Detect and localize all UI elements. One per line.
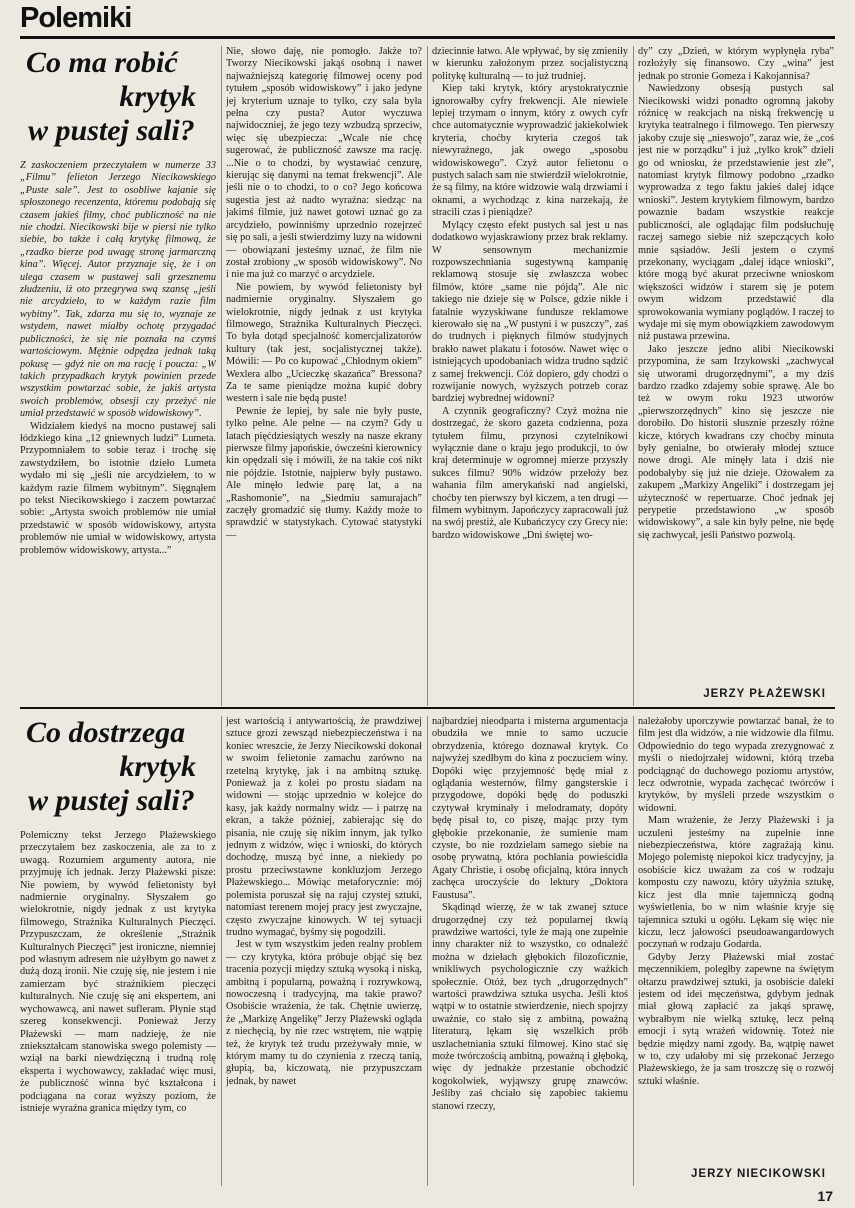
article2-column-4 <box>638 716 834 1186</box>
article1-paragraph: Nawiedzony obsesją pustych sal Niecikowski widzi ponadto ogromną jakoby różnicę w reakcjach na niską frekwencję u krytyka teatralnego i filmowego. Ten pierwszy jakoby czuje się „nieswojo”, zaraz wie, że „coś jest nie w porządku” i już „tylko krok” dzieli go od wniosku, że przedstawienie jest złe”, natomiast krytyk filmowy podobno „rzadko wyprowadza z tego faktu jakieś dalej idące wnioski”. Jestem krytykiem filmowym, bardzo powaznie badam wszystkie reakcje publiczności, ale oglądając film podsłuchuję raczej samego siebie niż szepczących koło mnie sąsiadów. Jeśli jestem o czymś przekonany, wyciągam „dalej idące wnioski”, które mogą być akurat przeciwne wnioskom większości widzów i starem się je potem owym widzom przedstawić dla sprowokowania wymiany poglądów. I raczej to wydaje mi się mym obowiązkiem zawodowym niż pustawa przewina. <box>638 83 834 343</box>
article-separator-rule <box>20 707 835 709</box>
article2-paragraph: jest wartością i antywartością, że prawdziwej sztuce grozi zewsząd niebezpieczeństwa i na koniec wreszcie, że Jerzy Niecikowski dokonał w swoim felietonie zamachu zarówno na rzetelną krytykę, jak i na ambitną sztukę. Ponieważ ja z kolei po prostu siadam na widowni — stojąc uprzednio w kolejce do kasy, jak każdy normalny widz — i patrzę na ekran, a także później, zabierając się do pisania, nie czuję się nikim innym, jak tylko jednym z widzów, więc i wnioski, do których dochodzę, muszą być inne, a niekiedy po prostu przeciwstawne konkluzjom Jerzego Płażewskiego... Mówiąc metaforycznie: mój polemista poruszał się na rajuj czystej sztuki, natomiast terenem mojej pracy jest zwyczajne, często zwyczajne kinowych. W tej sytuacji trudno wymagać, byśmy się pogodzili. <box>226 716 422 938</box>
article2-paragraph: należałoby uporczywie powtarzać banał, że to film jest dla widzów, a nie widzowie dla filmu. Odpowiednio do tego wypada zrezygnować z myśli o niedojrzałej widowni, którą trzeba podciągnąć do duchowego poziomu artystów, lecz odwrotnie, wypada zachęcać twórców i krytyków, by myśleli przede wszystkim o widowni. <box>638 716 834 814</box>
article1-column-3 <box>432 46 628 706</box>
article2-column-2 <box>226 716 422 1186</box>
column-divider <box>633 716 634 1186</box>
page-number: 17 <box>817 1188 833 1204</box>
article1-headline-line-3: w pustej sali? <box>28 114 195 147</box>
article1-paragraph: Pewnie że lepiej, by sale nie były puste, tylko pełne. Ale pełne — na czym? Gdy u latach pięćdziesiątych weszły na nasze ekrany pierwsze filmy japońskie, ówcześni kierownicy kin opędzali się i mówili, że na takie coś nikt nie pójdzie. Istotnie, najpierw były pustawo. Ale minęło ledwie parę lat, a na „Rashomonie”, na „Siedmiu samurajach” zaczęły gromadzić się tłumy. Każdy może to sprawdzić w statystykach. Cytować statystyki — <box>226 405 422 541</box>
article1-paragraph: Z zaskoczeniem przeczytałem w numerze 33 „Filmu” felieton Jerzego Niecikowskiego „Puste sale”. Jest to osobliwe kajanie się spłoszonego recenzenta, któremu podobają się czasem jakieś filmy, choć publiczność na nie nie chodzi. Niecikowski bije w piersi nie tylko siebie, bo także i całą krytykę filmową, że „rzadko bierze pod uwagę stronę jarmarczną kina”. Więcej. Autor przyznaje się, że i on ulega czasem w pustawej sali grzesznemu złudzeniu, iż oto przegrywa swą szansę „jeśli nie arcydzieło, to w każdym razie film wybitny”. Tak, zdarza mu się to, wyznaje ze wstydem, nawet miałby ochotę przygadać publiczności, że się nie poznała na czymś wartościowym. Mężnie odpędza jednak taką pokusę — gdyż nie on ma rację i poucza: „W takich przypadkach krytyk powinien przede wszystkim powtarzać sobie, że jakiś artysta swoich problemów, obsesji czy przeżyć nie umiał przedstawić w sposób widowiskowy”. <box>20 160 216 420</box>
article2-headline-line-1: Co dostrzega <box>26 716 186 749</box>
article1-headline <box>20 46 216 148</box>
article2-paragraph: Gdyby Jerzy Płażewski miał zostać męczennikiem, poległby zapewne na świętym ołtarzu prawdziwej sztuki, ja osobiście daleki jestem od idei męczeństwa, gdybym jednak miał głową zapłacić za jakąś sprawę, wybrałbym nie wielką sztukę, lecz pełną emocji i sytą wrażeń widownię. Toteż nie będzie między nami zgody. Ba, wątpię nawet w to, czy udałoby mi się przekonać Jerzego Płażewskiego, że ja sam troszczę się o rozwój sztuki właśnie. <box>638 951 834 1087</box>
article-niecikowski <box>20 716 835 1186</box>
article2-headline <box>20 716 216 818</box>
article1-paragraph: Widziałem kiedyś na mocno pustawej sali łódzkiego kina „12 gniewnych ludzi” Lumeta. Przypomniałem to sobie teraz i trochę się zawstydziłem, bo istotnie dzieło Lumeta wydało mi się „jeśli nie arcydziełem, to w każdym razie filmem wybitnym”. Sięgnąłem po tekst Niecikowskiego i zaczem powtarzać sobie: „Artysta swoich problemów nie umiał przedstawić w sposób widowiskowy, artysta problemów nie umiał w widowiskowy, artysta problemów widowiskowy, artysta...” <box>20 420 216 556</box>
column-divider <box>633 46 634 706</box>
article2-paragraph: najbardziej nieodparta i misterna argumentacja obudziła we mnie to samo uczucie obrzydzenia, którego doznawał krytyk. Co najwyżej szedłbym do kina z poczuciem winy. Dopóki więc przyjemność będę miał z oglądania westernów, filmy gangsterskie i przygodowe, dopóki będę do poduszki czytywał kryminały i melodramaty, dopóty będę pisał to, co piszę, mając przy tym głębokie przekonanie, że sumienie mam czyste, bo nie rozdzielam samego siebie na osobę prywatną, która pochłania powieścidła Agaty Christie, i osobę oficjalną, która innych zachęca uroczyście do lektury „Doktora Faustusa”. <box>432 716 628 901</box>
article2-paragraph: Jest w tym wszystkim jeden realny problem — czy krytyka, która próbuje objąć się bez tracenia pozycji między sztuką wysoką i niską, ambitną i popularną, poważną i rozrywkową, nowoczesną i tradycyjną, ma takie prawo? Osobiście wrażenia, że tak. Chętnie uwierzę, że „Markizę Angelikę” Jerzy Płażewski ogląda z niechęcią, by nie rzec wstrętem, nie wątpię też, że krytyk też trudu przeżywały mnie, w którym mamy tu do czynienia z rzeczą tanią, głupią, ba, kiczowatą, nie przypuszczam jednak, by nawet <box>226 939 422 1087</box>
article1-column-4 <box>638 46 834 706</box>
article1-column-1 <box>20 46 216 706</box>
section-label: Polemiki <box>20 2 132 34</box>
article1-paragraph: Jako jeszcze jedno alibi Niecikowski przypomina, że sam Irzykowski „zachwycał się utworami drugorzędnymi”, a my dziś bardzo rzadko zdajemy sobie sprawę. Ale bo też w owym roku 1923 utworów „pierwszorzędnych” kino się jeszcze nie dorobiło. Do historii słusznie przeszły różne kicze, których kwadrans czy choćby minuta były genialne, bo otwierały młodej sztuce nowe drogi. Ale minęły lata i dziś nie podobałyby się już nie dzieje. Ożowałem za zakupem „Markizy Angeliki” i dostrzegam jej użyteczność w repertuarze. Choć jednak jej perypetie przedstawiono „w sposób widowiskowy”, a sale kin były pełne, nie będę się zachwycał, jeśli Państwo pozwolą. <box>638 343 834 541</box>
column-divider <box>427 716 428 1186</box>
article2-headline-line-2: krytyk <box>119 750 196 783</box>
column-divider <box>427 46 428 706</box>
article2-headline-line-3: w pustej sali? <box>28 784 195 817</box>
article1-headline-line-1: Co ma robić <box>26 46 178 79</box>
article1-paragraph: Nie, słowo daję, nie pomogło. Jakże to? Tworzy Niecikowski jakąś osobną i nawet najważniejszą kategorię filmowej oceny pod tytułem „sposób widowiskowy” i jako jedyne jej kryterium uznaje to tylko, czy sala była pełna czy pusta? Autor wyczuwa najwidoczniej, że jego tezy wzbudzą sprzeciw, więc się ubezpiecza: „Wcale nie chcę sugerować, że publiczność zawsze ma rację. ...Nie o to chodzi, by wystawiać cenzurę, kierując się danymi na temat frekwencji”. Ale jeśli nie o to chodzi, to o co? Jego końcowa sugestia jest aż nadto wyraźna: siedząc na jakimś filmie, już nawet gotowi uznać go za arcydzieło, powinniśmy uprzednio rozejrzeć się po sali, a jeśli stwierdzimy luzy na widowni — obowiązani jesteśmy uznać, że film nie został zrobiony „w sposób widowiskowy”. No i nie ma już co marzyć o arcydziele. <box>226 46 422 281</box>
header-rule <box>20 36 835 39</box>
article2-paragraph: Mam wrażenie, że Jerzy Płażewski i ja uczuleni jesteśmy na zupełnie inne niebezpieczeństwa, które zagrażają kinu. Mojego polemistę niepokoi kicz tradycyjny, ja osobiście kicz uważam za coś w rodzaju kompostu czy nawozu, który użyźnia sztukę, kicz jest dla mnie tajemniczą godną wyświetlenia, bo w nim właśnie kryje się tajemnica sztuki u ogółu. Lękam się więc nie kiczu, lecz jałowości pseudoawangardowych poczynań w rodzaju Godarda. <box>638 815 834 951</box>
article1-paragraph: A czynnik geograficzny? Czyż można nie dostrzegać, że skoro gazeta codzienna, poza tytułem filmu, przynosi czytelnikowi wyłącznie dane o kraju jego produkcji, to ów kraj determinuje w ogromnej mierze przyszły sukces filmu? 90% widzów przełoży bez wahania film amerykański nad angielski, choćby ten pierwszy był kiczem, a ten drugi — filmem wybitnym. Japończycy zapracowali już na swój prestiż, ale Kubańczycy czy Grecy nie: bardzo widowiskowe „Dni świętej wo- <box>432 405 628 541</box>
article2-column-3 <box>432 716 628 1186</box>
article-plazewski <box>20 46 835 706</box>
article1-paragraph: Kiep taki krytyk, który arystokratycznie ignorowałby cyfry frekwencji. Ale niewiele lepiej trzymam o innym, który z owych cyfr chce automatycznie wyprowadzić jakiekolwiek kryteria, choćby kryteria czegoś tak niewyraźnego, jak owego „sposobu widowiskowego”. Czyż autor felietonu o pustych salach sam nie stwierdził wielokrotnie, że są filmy, na które widzowie walą drzwiami i oknami, a wychodząc z kina narzekają, że stracili czas i pieniądze? <box>432 83 628 219</box>
column-divider <box>221 716 222 1186</box>
article1-paragraph: dy” czy „Dzień, w którym wypłynęła ryba” rozłożyły się finansowo. Czy „wina” jest jednak po stronie Gomeza i Kakojannisa? <box>638 46 834 82</box>
article1-headline-line-2: krytyk <box>119 80 196 113</box>
article1-paragraph: Nie powiem, by wywód felietonisty był nadmiernie oryginalny. Słyszałem go wielokrotnie, nigdy jednak z ust krytyka filmowego, Strażnika Kulturalnych Pieczęci. To była dotąd specjalność komercjalizatorów kultury (tak jest, socjalistycznej także). Mówili: — Po co kupować „Chłodnym okiem” Wexlera albo „Ucieczkę skazańca” Bressona? Za te same pieniądze można kupić dobry western i sale nie będą puste! <box>226 281 422 405</box>
article1-author: JERZY PŁAŻEWSKI <box>703 687 826 700</box>
article1-paragraph: dziecinnie łatwo. Ale wpływać, by się zmieniły w kierunku założonym przez socjalistyczną politykę kulturalną — to już trudniej. <box>432 46 628 82</box>
article2-paragraph: Polemiczny tekst Jerzego Płażewskiego przeczytałem bez zaskoczenia, ale za to z uwagą. Rozumiem argumenty autora, nie przyjmuję ich jednak. Jerzy Płażewski pisze: Nie powiem, by wywód felietonisty był nadmiernie oryginalny. Słyszałem go wielokrotnie, nigdy jednak z ust krytyka filmowego, Strażnika Kulturalnych Pieczęci. Przypuszczam, że określenie „Strażnik Kulturalnych Pieczęci” jest ironiczne, niemniej pod własnym adresem nie użyłbym go nawet z dużą dozą ironii. Nie czuję się, nie jestem i nie zamierzam być strażnikiem pieczęci kulturalnych. Nie czuję się ani ekspertem, ani wychowawcą, ani nawet sufleram. Płynie stąd szereg konsekwencji. Ponieważ Jerzy Płażewski — mam nadzieję, że nie zniekształcam stanowiska swego polemisty — wziął na barki niewdzięczną i trudną rolę eksperta i wychowawcy, zakładać więc musi, że publiczność winna być kształcona i podciągana na coraz wyższy poziom, że istnieje wyraźna granica między tym, co <box>20 830 216 1114</box>
article2-author: JERZY NIECIKOWSKI <box>691 1167 826 1180</box>
article2-paragraph: Skądinąd wierzę, że w tak zwanej sztuce drugorzędnej czy też popularnej tkwią prawdziwe wartości, tyle że mają one zupełnie inny charakter niż to wszystko, co odnaleźć można w dziełach głębokich filozoficznie, wnikliwych psychologicznie czy ważkich społecznie. Otóż, bez tych „drugorzędnych” wartości prawdziwa sztuka usycha. Jeśli ktoś wątpi w to ostatnie stwierdzenie, niech spojrzy uważnie, co stało się z ambitną, poważną literaturą, lękam się wszelkich prób uszlachetniania sztuki filmowej. Kino stać się może twórczością ambitną, poważną i głęboką, więc dy jednakże przestanie obchodzić kogokolwiek, wyjąwszy grupę znawców. Jeśliby zaś chciało się zapobiec takiemu stanowi rzeczy, <box>432 902 628 1112</box>
article1-column-2 <box>226 46 422 706</box>
column-divider <box>221 46 222 706</box>
article2-column-1 <box>20 716 216 1186</box>
article1-paragraph: Mylący często efekt pustych sal jest u nas dodatkowo wyjaskrawiony przez brak reklamy. W sensownym mechanizmie rozpowszechniania sugestywną kampanię reklamową stosuje się zwłaszcza wobec filmów, które „same nie pójdą”. Ale nic takiego nie dzieje się w Polsce, gdzie nikłe i fatalnie wyzyskiwane fundusze reklamowe kierowało się na „W pustyni i w puszczy”, zaś do trudnych i pięknych filmów studyjnych brakło nawet plakatu i fotosów. Nawet więc o istniejących upodobaniach widza trudno sądzić z samej frekwencji. Cóż dopiero, gdy chodzi o rozwijanie nowych, wyższych potrzeb coraz bardziej wybrednej widowni? <box>432 219 628 405</box>
